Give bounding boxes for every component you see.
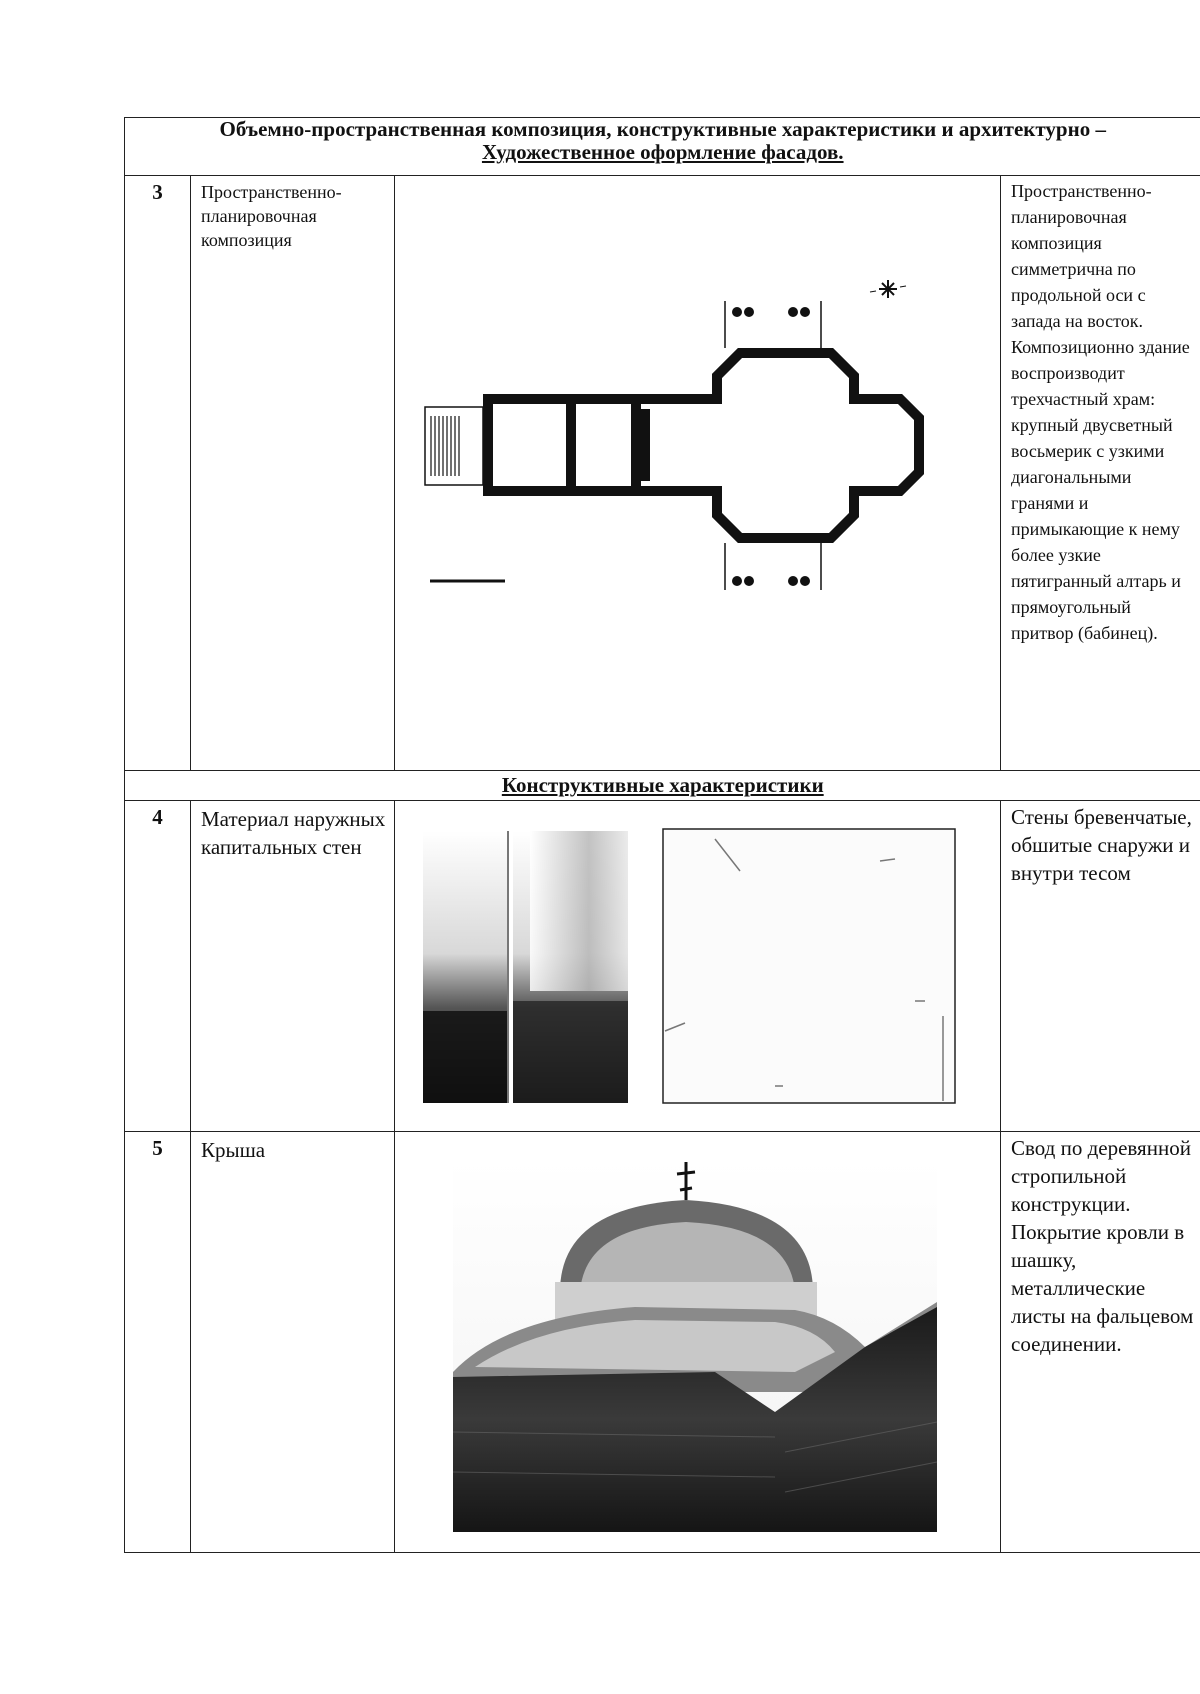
row-number: 5 <box>125 1132 191 1553</box>
table-row <box>125 176 1200 771</box>
row-description: Пространственно-планировочная композиция симметрична по продольной оси с запада на восток. Композиционно здание воспроизводит трехчастный храм: крупный двусветный восьмерик с узкими диагональными гранями и примыкающие к нему более узкие пятигранный алтарь и прямоугольный притвор (бабинец). <box>1001 176 1200 771</box>
wall-photographs-icon <box>395 801 1001 1131</box>
row-name: Пространственно-планировочная композиция <box>191 176 395 771</box>
roof-photo-figure <box>395 1132 1001 1553</box>
row-number: 3 <box>125 176 191 771</box>
wall-photos-figure <box>395 801 1001 1132</box>
floor-plan-drawing-icon <box>395 176 1001 770</box>
row-description: Свод по деревянной стропильной конструкции. Покрытие кровли в шашку, металлические листы на фальцевом соединении. <box>1001 1132 1200 1553</box>
section-title-line-2: Художественное оформление фасадов. <box>481 140 844 164</box>
floor-plan-figure <box>395 176 1001 771</box>
row-description: Стены бревенчатые, обшитые снаружи и внутри тесом <box>1001 801 1200 1132</box>
roof-dome-photograph-icon <box>395 1132 1001 1552</box>
document-table <box>124 117 1200 1553</box>
section-header-row <box>125 118 1200 176</box>
section-subheader: Конструктивные характеристики <box>125 771 1200 801</box>
table-row <box>125 801 1200 1132</box>
subheader-row <box>125 771 1200 801</box>
table-row <box>125 1132 1200 1553</box>
row-number: 4 <box>125 801 191 1132</box>
row-name: Материал наружных капитальных стен <box>191 801 395 1132</box>
section-title-line-1: Объемно-пространственная композиция, конструктивные характеристики и архитектурно – <box>219 117 1106 141</box>
row-name: Крыша <box>191 1132 395 1553</box>
section-header <box>125 118 1200 176</box>
